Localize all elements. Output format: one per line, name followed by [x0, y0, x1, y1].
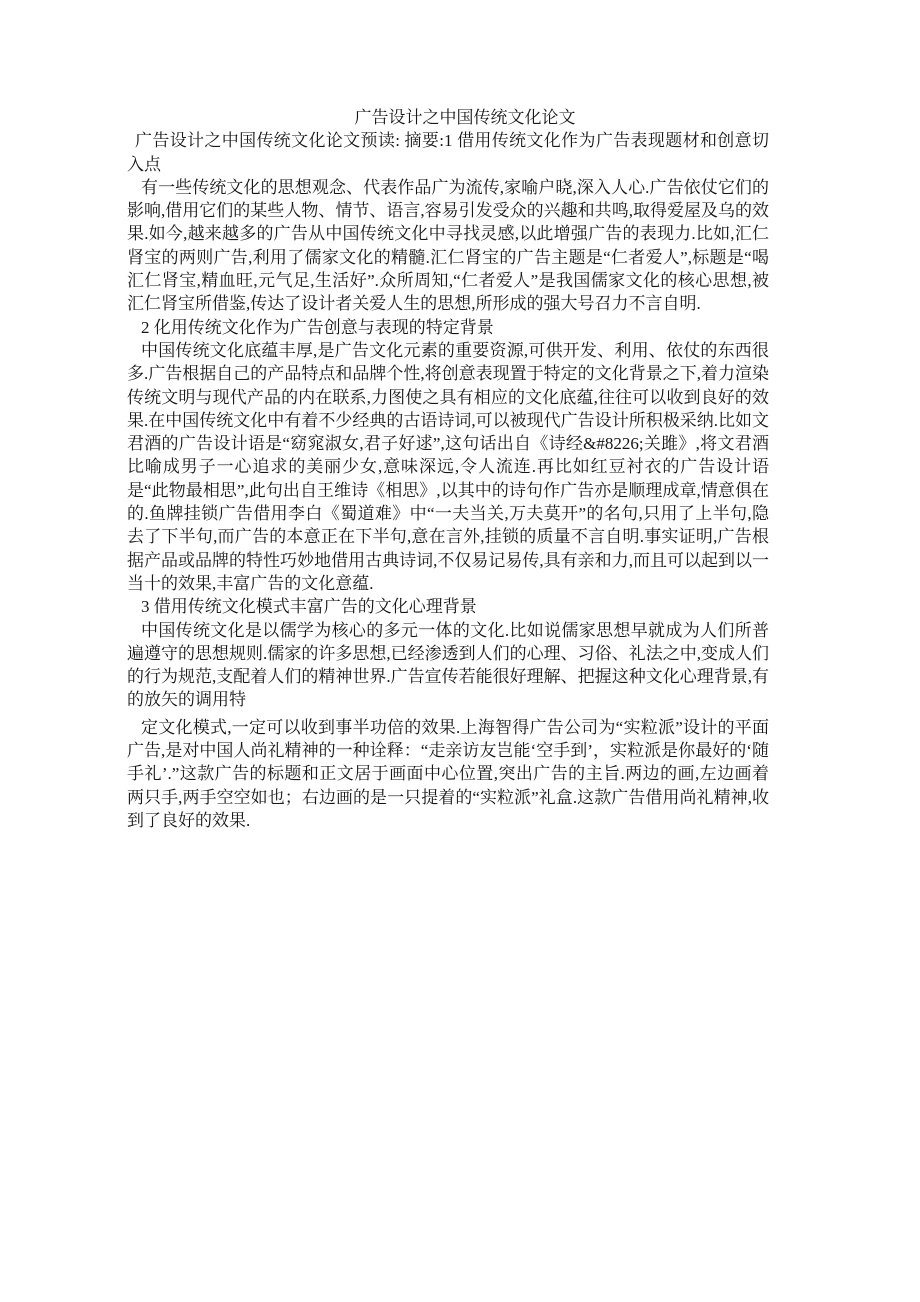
paragraph-section2-body: 中国传统文化底蕴丰厚,是广告文化元素的重要资源,可供开发、利用、依仗的东西很多.广告根据自己的产品特点和品牌个性,将创意表现置于特定的文化背景之下,着力渲染传统文明与现代产品的内在联系,力图使之具有相应的文化底蕴,往往可以收到良好的效果.在中国传统文化中有着不少经典的古语诗词,可以被现代广告设计所积极采纳.比如文君酒的广告设计语是“窈窕淑女,君子好逑”,这句话出自《诗经&#8226;关雎》,将文君酒比喻成男子一心追求的美丽少女,意味深远,令人流连.再比如红豆衬衣的广告设计语是“此物最相思”,此句出自王维诗《相思》,以其中的诗句作广告亦是顺理成章,情意俱在的.鱼牌挂锁广告借用李白《蜀道难》中“一夫当关,万夫莫开”的名句,只用了上半句,隐去了下半句,而广告的本意正在下半句,意在言外,挂锁的质量不言自明.事实证明,广告根据产品或品牌的特性巧妙地借用古典诗词,不仅易记易传,具有亲和力,而且可以起到以一当十的效果,丰富广告的文化意蕴.	[127, 340, 769, 593]
heading-section-3: 3 借用传统文化模式丰富广告的文化心理背景	[141, 597, 477, 617]
paragraph-preview-abstract: 广告设计之中国传统文化论文预读: 摘要:1 借用传统文化作为广告表现题材和创意切入点	[127, 131, 769, 174]
heading-section-2: 2 化用传统文化作为广告创意与表现的特定背景	[141, 317, 494, 337]
document-title: 广告设计之中国传统文化论文	[354, 108, 576, 127]
paragraph-section3-body: 中国传统文化是以儒学为核心的多元一体的文化.比如说儒家思想早就成为人们所普遍遵守的思想规则.儒家的许多思想,已经渗透到人们的心理、习俗、礼法之中,变成人们的行为规范,支配着人们的精神世界.广告宣传若能很好理解、把握这种文化心理背景,有的放矢的调用特	[127, 620, 769, 710]
document-body	[127, 106, 769, 832]
paragraph-section3-continuation: 定文化模式,一定可以收到事半功倍的效果.上海智得广告公司为“实粒派”设计的平面广告,是对中国人尚礼精神的一种诠释：“走亲访友岂能‘空手到’，实粒派是你最好的‘随手礼’.”这款广告的标题和正文居于画面中心位置,突出广告的主旨.两边的画,左边画着两只手,两手空空如也；右边画的是一只提着的“实粒派”礼盒.这款广告借用尚礼精神,收到了良好的效果.	[127, 717, 769, 830]
paragraph-section1-body: 有一些传统文化的思想观念、代表作品广为流传,家喻户晓,深入人心.广告依仗它们的影响,借用它们的某些人物、情节、语言,容易引发受众的兴趣和共鸣,取得爱屋及乌的效果.如今,越来越多的广告从中国传统文化中寻找灵感,以此增强广告的表现力.比如,汇仁肾宝的两则广告,利用了儒家文化的精髓.汇仁肾宝的广告主题是“仁者爱人”,标题是“喝汇仁肾宝,精血旺,元气足,生活好”.众所周知,“仁者爱人”是我国儒家文化的核心思想,被汇仁肾宝所借鉴,传达了设计者关爱人生的思想,所形成的强大号召力不言自明.	[127, 177, 769, 314]
